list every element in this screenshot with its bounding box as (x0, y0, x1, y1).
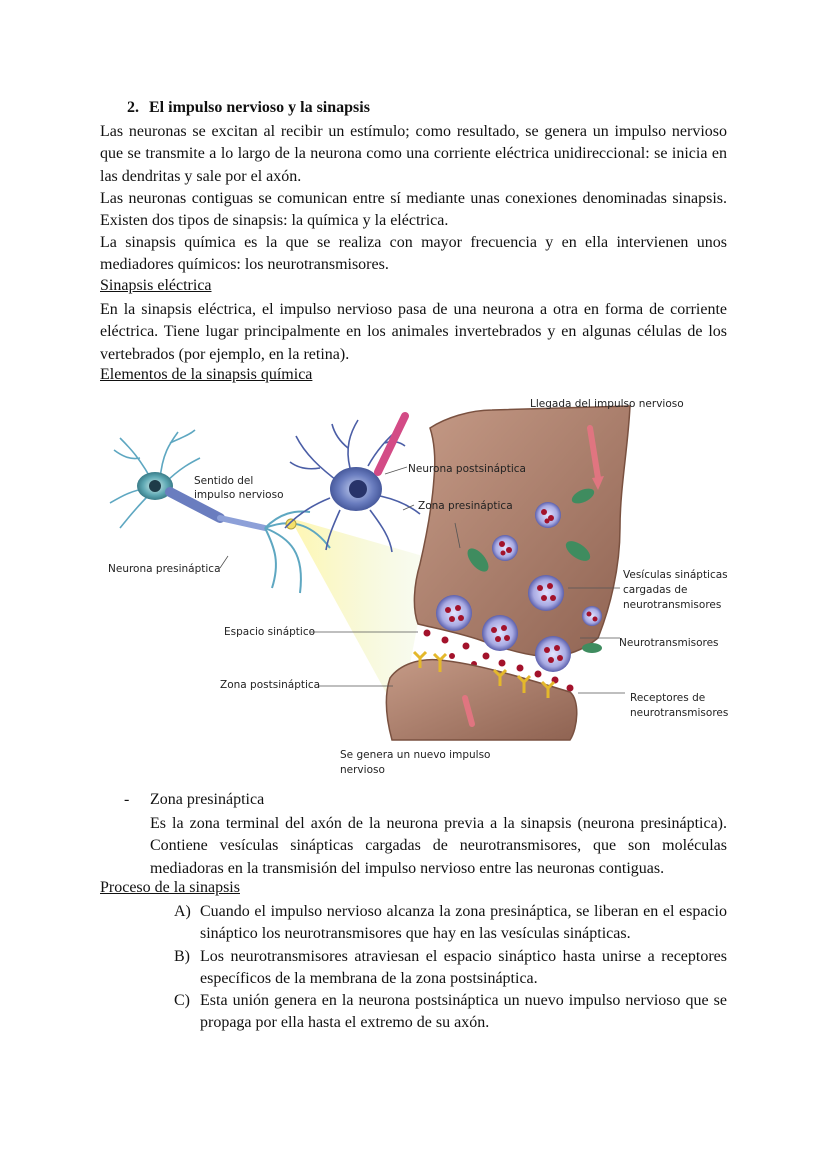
section-number: 2. (127, 99, 139, 116)
synapse-figure (100, 388, 740, 783)
subtitle-chemical-elements: Elementos de la sinapsis química (100, 366, 313, 383)
label-vesicles-line3: neurotransmisores (623, 599, 722, 611)
step-text: Cuando el impulso nervioso alcanza la zona presináptica, se liberan en el espacio sináptico los neurotransmisores que hay en las vesículas sinápticas. (200, 903, 727, 943)
paragraph-excitation: Las neuronas se excitan al recibir un estímulo; como resultado, se genera un impulso nervioso que se transmite a lo largo de la neurona como una corriente eléctrica unidireccional: se inicia en las dendritas y sale por el axón. (100, 123, 727, 185)
label-new-impulse-line1: Se genera un nuevo impulso (340, 749, 491, 761)
process-steps (174, 901, 727, 1035)
bullet-title: Zona presináptica (150, 791, 265, 808)
step-letter: A) (174, 903, 191, 920)
process-step (174, 946, 727, 991)
label-vesicles-line1: Vesículas sinápticas (623, 569, 728, 581)
label-neurotransmitters: Neurotransmisores (619, 637, 719, 649)
section-title: El impulso nervioso y la sinapsis (149, 99, 370, 116)
label-postsynaptic-neuron: Neurona postsináptica (408, 463, 526, 475)
subtitle-electric-synapse: Sinapsis eléctrica (100, 277, 212, 294)
label-arrival: Llegada del impulso nervioso (530, 398, 684, 410)
label-postsynaptic-zone: Zona postsináptica (220, 679, 321, 691)
paragraph-electric: En la sinapsis eléctrica, el impulso nervioso pasa de una neurona a otra en forma de corriente eléctrica. Tiene lugar principalmente en los animales invertebrados y en algunas células de los vertebrados (por ejemplo, en la retina). (100, 301, 727, 363)
step-text: Los neurotransmisores atraviesan el espacio sináptico hasta unirse a receptores específicos de la membrana de la zona postsináptica. (200, 947, 727, 987)
label-presynaptic-neuron: Neurona presináptica (108, 563, 221, 575)
label-direction-line2: impulso nervioso (194, 489, 284, 501)
process-step (174, 990, 727, 1035)
label-presynaptic-zone: Zona presináptica (418, 500, 513, 512)
label-receptors-line2: neurotransmisores (630, 707, 729, 719)
paragraph-chemical: La sinapsis química es la que se realiza con mayor frecuencia y en ella intervienen unos mediadores químicos: los neurotransmisores. (100, 234, 727, 274)
postsynaptic-zone-drawing (386, 660, 576, 740)
label-direction-line1: Sentido del (194, 475, 254, 487)
step-letter: B) (174, 947, 190, 965)
subtitle-process: Proceso de la sinapsis (100, 879, 240, 896)
bullet-dash: - (124, 791, 130, 808)
label-synaptic-space: Espacio sináptico (224, 626, 316, 638)
process-step (174, 901, 727, 946)
label-vesicles-line2: cargadas de (623, 584, 688, 596)
step-text: Esta unión genera en la neurona postsináptica un nuevo impulso nervioso que se propaga por ella hasta el extremo de su axón. (200, 992, 727, 1032)
section-heading (127, 99, 370, 117)
synapse-illustration (100, 388, 740, 783)
step-letter: C) (174, 992, 190, 1010)
label-new-impulse-line2: nervioso (340, 764, 385, 776)
label-receptors-line1: Receptores de (630, 692, 706, 704)
paragraph-synapse-types: Las neuronas contiguas se comunican entre sí mediante unas conexiones denominadas sinapsis. Existen dos tipos de sinapsis: la química y la eléctrica. (100, 190, 727, 230)
bullet-description: Es la zona terminal del axón de la neurona previa a la sinapsis (neurona presináptica). Contiene vesículas sinápticas cargadas de neurotransmisores, que son moléculas mediadoras en la transmisión del impulso nervioso entre las neuronas contiguas. (150, 815, 727, 877)
